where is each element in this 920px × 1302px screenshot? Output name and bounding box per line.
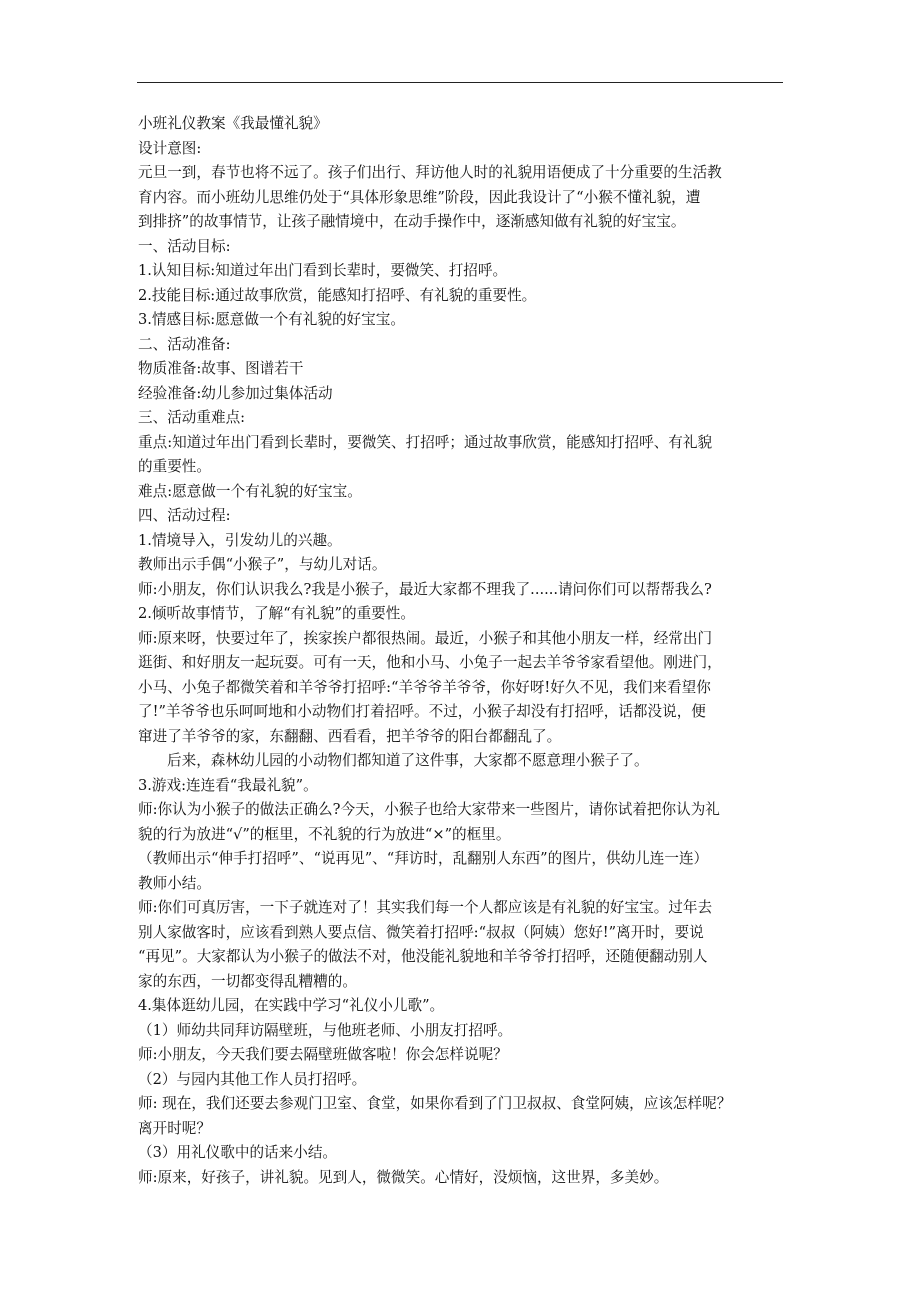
paragraph-line: 难点:愿意做一个有礼貌的好宝宝。 bbox=[138, 482, 362, 500]
paragraph-line: 别人家做客时，应该看到熟人要点信、微笑着打招呼:“叔叔（阿姨）您好!”离开时，要说 bbox=[138, 923, 704, 941]
paragraph-line: 师:原来呀，快要过年了，挨家挨户都很热闹。最近，小猴子和其他小朋友一样，经常出门 bbox=[138, 629, 713, 647]
section-heading: 二、活动准备: bbox=[138, 335, 231, 353]
section-heading: 四、活动过程: bbox=[138, 507, 231, 524]
paragraph-line: 的重要性。 bbox=[138, 458, 211, 475]
paragraph-line: 了!”羊爷爷也乐呵呵地和小动物们打着招呼。不过，小猴子却没有打招呼，话都没说，便 bbox=[138, 703, 706, 720]
paragraph-line: 重点:知道过年出门看到长辈时，要微笑、打招呼；通过故事欣赏，能感知打招呼、有礼貌 bbox=[138, 433, 713, 451]
paragraph-line: 3.情感目标:愿意做一个有礼貌的好宝宝。 bbox=[138, 311, 405, 328]
header-rule bbox=[137, 82, 783, 83]
paragraph-line: 窜进了羊爷爷的家，东翻翻、西看看，把羊爷爷的阳台都翻乱了。 bbox=[138, 727, 562, 745]
paragraph-line: 3.游戏:连连看“我最礼貌”。 bbox=[138, 776, 318, 794]
paragraph-line: 到排挤”的故事情节，让孩子融情境中，在动手操作中，逐渐感知做有礼貌的好宝宝。 bbox=[138, 213, 686, 230]
paragraph-line: 2.倾听故事情节，了解“有礼貌”的重要性。 bbox=[138, 605, 415, 622]
paragraph-line: 小马、小兔子都微笑着和羊爷爷打招呼:“羊爷爷羊爷爷，你好呀!好久不见，我们来看望你 bbox=[138, 678, 711, 696]
paragraph-line: 师:原来，好孩子，讲礼貌。见到人，微微笑。心情好，没烦恼，这世界，多美妙。 bbox=[138, 1168, 669, 1186]
paragraph-line: 离开时呢？ bbox=[138, 1119, 211, 1137]
section-heading: 一、活动目标: bbox=[138, 237, 231, 255]
paragraph-line: 经验准备:幼儿参加过集体活动 bbox=[138, 384, 333, 402]
paragraph-line: 育内容。而小班幼儿思维仍处于“具体形象思维”阶段，因此我设计了“小猴不懂礼貌，遭 bbox=[138, 188, 701, 206]
section-heading: 三、活动重难点: bbox=[138, 409, 246, 426]
paragraph-line: “再见”。大家都认为小猴子的做法不对，他没能礼貌地和羊爷爷打招呼，还随便翻动别人 bbox=[138, 948, 708, 965]
paragraph-line: 1.认知目标:知道过年出门看到长辈时，要微笑、打招呼。 bbox=[138, 262, 508, 279]
paragraph-line: （2）与园内其他工作人员打招呼。 bbox=[138, 1070, 367, 1088]
paragraph-line: 师:你们可真厉害，一下子就连对了！其实我们每一个人都应该是有礼貌的好宝宝。过年去 bbox=[138, 899, 713, 916]
paragraph-line: （1）师幼共同拜访隔壁班，与他班老师、小朋友打招呼。 bbox=[138, 1021, 513, 1039]
paragraph-line: 师:小朋友，今天我们要去隔壁班做客啦！你会怎样说呢？ bbox=[138, 1046, 508, 1063]
paragraph-line: 教师出示手偶“小猴子”，与幼儿对话。 bbox=[138, 556, 387, 573]
paragraph-line: 物质准备:故事、图谱若干 bbox=[138, 360, 304, 377]
paragraph-line-indented: 后来，森林幼儿园的小动物们都知道了这件事，大家都不愿意理小猴子了。 bbox=[167, 752, 649, 769]
document-body bbox=[138, 112, 788, 1190]
paragraph-line: 师: 现在，我们还要去参观门卫室、食堂，如果你看到了门卫叔叔、食堂阿姨，应该怎样呢？ bbox=[138, 1095, 732, 1112]
paragraph-line: 1.情境导入，引发幼儿的兴趣。 bbox=[138, 531, 342, 549]
document-title: 小班礼仪教案《我最懂礼貌》 bbox=[138, 115, 328, 132]
paragraph-line: 逛街、和好朋友一起玩耍。可有一天，他和小马、小兔子一起去羊爷爷家看望他。刚进门， bbox=[138, 654, 722, 671]
paragraph-line: （教师出示“伸手打招呼”、“说再见”、“拜访时，乱翻别人东西”的图片，供幼儿连一连） bbox=[138, 850, 709, 867]
paragraph-line: 师:小朋友，你们认识我么?我是小猴子，最近大家都不理我了......请问你们可以帮帮我么? bbox=[138, 580, 712, 598]
paragraph-line: 2.技能目标:通过故事欣赏，能感知打招呼、有礼貌的重要性。 bbox=[138, 286, 537, 304]
paragraph-line: 家的东西，一切都变得乱糟糟的。 bbox=[138, 972, 357, 990]
paragraph-line: 元旦一到，春节也将不远了。孩子们出行、拜访他人时的礼貌用语便成了十分重要的生活教 bbox=[138, 164, 722, 181]
paragraph-line: （3）用礼仪歌中的话来小结。 bbox=[138, 1144, 338, 1161]
paragraph-line: 教师小结。 bbox=[138, 874, 211, 892]
paragraph-line: 貌的行为放进“√”的框里，不礼貌的行为放进“×”的框里。 bbox=[138, 825, 511, 843]
paragraph-line: 师:你认为小猴子的做法正确么?今天，小猴子也给大家带来一些图片，请你试着把你认为礼 bbox=[138, 801, 720, 818]
paragraph-line: 4.集体逛幼儿园，在实践中学习“礼仪小儿歌”。 bbox=[138, 997, 445, 1014]
section-heading: 设计意图: bbox=[138, 139, 202, 157]
